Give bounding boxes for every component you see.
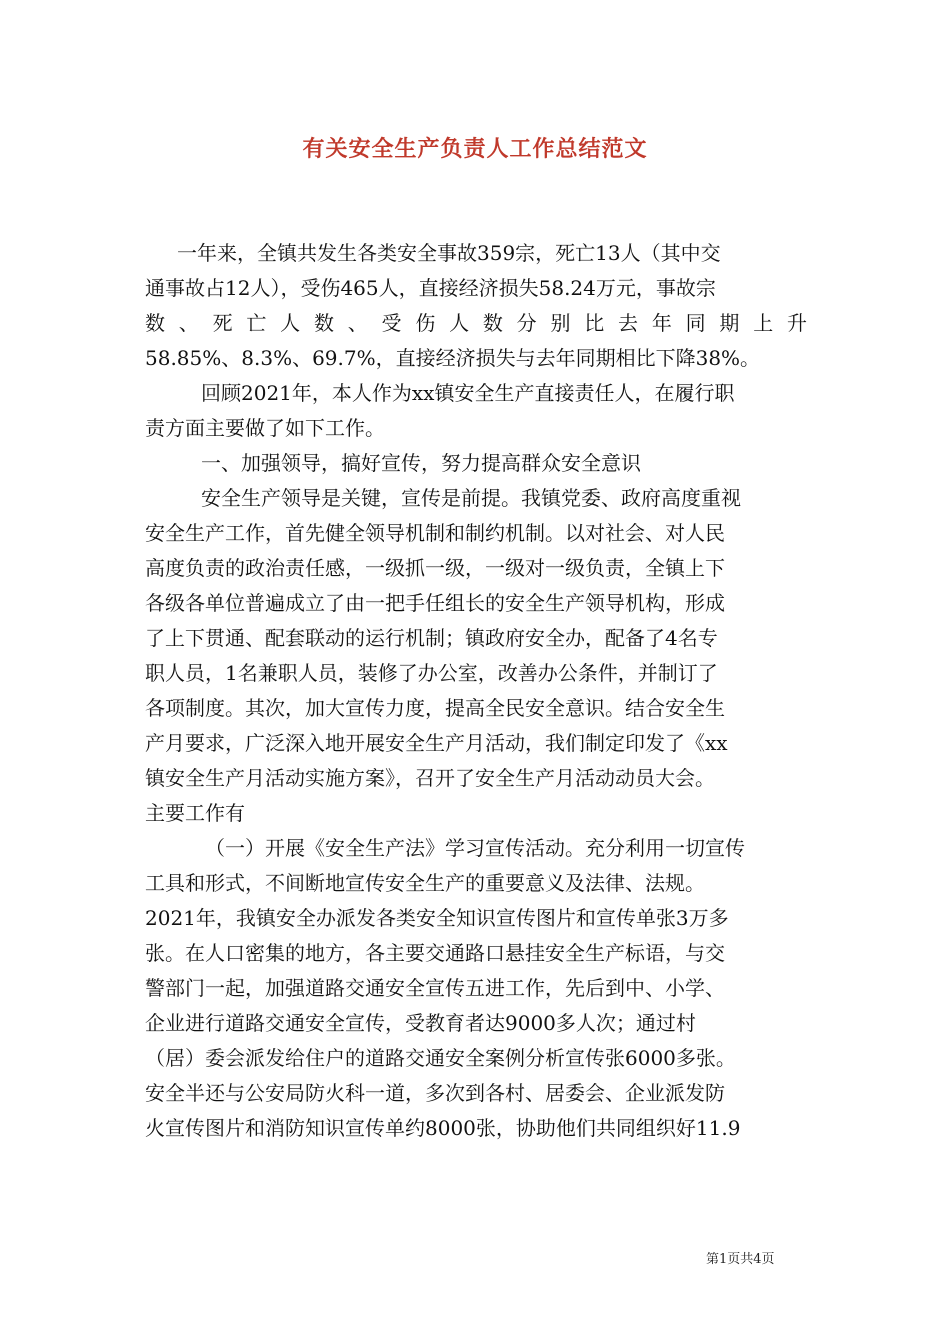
paragraph-line: 高度负责的政治责任感，一级抓一级，一级对一级负责，全镇上下: [145, 556, 725, 580]
paragraph-line: 责方面主要做了如下工作。: [145, 416, 385, 440]
paragraph-line: 了上下贯通、配套联动的运行机制；镇政府安全办，配备了4名专: [145, 626, 718, 650]
paragraph-line: 职人员，1名兼职人员，装修了办公室，改善办公条件，并制订了: [145, 661, 718, 685]
paragraph-line: （一）开展《安全生产法》学习宣传活动。充分利用一切宣传: [205, 836, 745, 860]
paragraph-line: 主要工作有: [145, 801, 245, 825]
paragraph-line: 企业进行道路交通安全宣传，受教育者达9000多人次；通过村: [145, 1011, 696, 1035]
section-heading: 一、加强领导，搞好宣传，努力提高群众安全意识: [201, 451, 641, 475]
paragraph-line: 一年来，全镇共发生各类安全事故359宗，死亡13人（其中交: [177, 241, 721, 265]
document-body: [145, 236, 807, 1146]
paragraph-line: 回顾2021年，本人作为xx镇安全生产直接责任人，在履行职: [201, 381, 735, 405]
paragraph-line: 警部门一起，加强道路交通安全宣传五进工作，先后到中、小学、: [145, 976, 725, 1000]
paragraph-line: 安全生产工作，首先健全领导机制和制约机制。以对社会、对人民: [145, 521, 725, 545]
paragraph-line: 数、死亡人数、受伤人数分别比去年同期上升: [145, 311, 807, 335]
page-indicator: 第1页共4页: [706, 1252, 775, 1267]
paragraph-line: 张。在人口密集的地方，各主要交通路口悬挂安全生产标语，与交: [145, 941, 725, 965]
document-title: 有关安全生产负责人工作总结范文: [302, 136, 648, 162]
paragraph-line: 各级各单位普遍成立了由一把手任组长的安全生产领导机构，形成: [145, 591, 725, 615]
paragraph-line: 安全生产领导是关键，宣传是前提。我镇党委、政府高度重视: [201, 486, 741, 510]
paragraph-line: （居）委会派发给住户的道路交通安全案例分析宣传张6000多张。: [145, 1046, 736, 1070]
paragraph-line: 工具和形式，不间断地宣传安全生产的重要意义及法律、法规。: [145, 871, 705, 895]
paragraph-line: 火宣传图片和消防知识宣传单约8000张，协助他们共同组织好11.9: [145, 1116, 741, 1140]
paragraph-line: 镇安全生产月活动实施方案》，召开了安全生产月活动动员大会。: [145, 766, 715, 790]
paragraph-line: 通事故占12人），受伤465人，直接经济损失58.24万元，事故宗: [145, 276, 716, 300]
paragraph-line: 58.85%、8.3%、69.7%，直接经济损失与去年同期相比下降38%。: [145, 346, 761, 370]
paragraph-line: 2021年，我镇安全办派发各类安全知识宣传图片和宣传单张3万多: [145, 906, 729, 930]
paragraph-line: 安全半还与公安局防火科一道，多次到各村、居委会、企业派发防: [145, 1081, 725, 1105]
paragraph-line: 各项制度。其次，加大宣传力度，提高全民安全意识。结合安全生: [145, 696, 725, 720]
paragraph-line: 产月要求，广泛深入地开展安全生产月活动，我们制定印发了《xx: [145, 731, 728, 755]
